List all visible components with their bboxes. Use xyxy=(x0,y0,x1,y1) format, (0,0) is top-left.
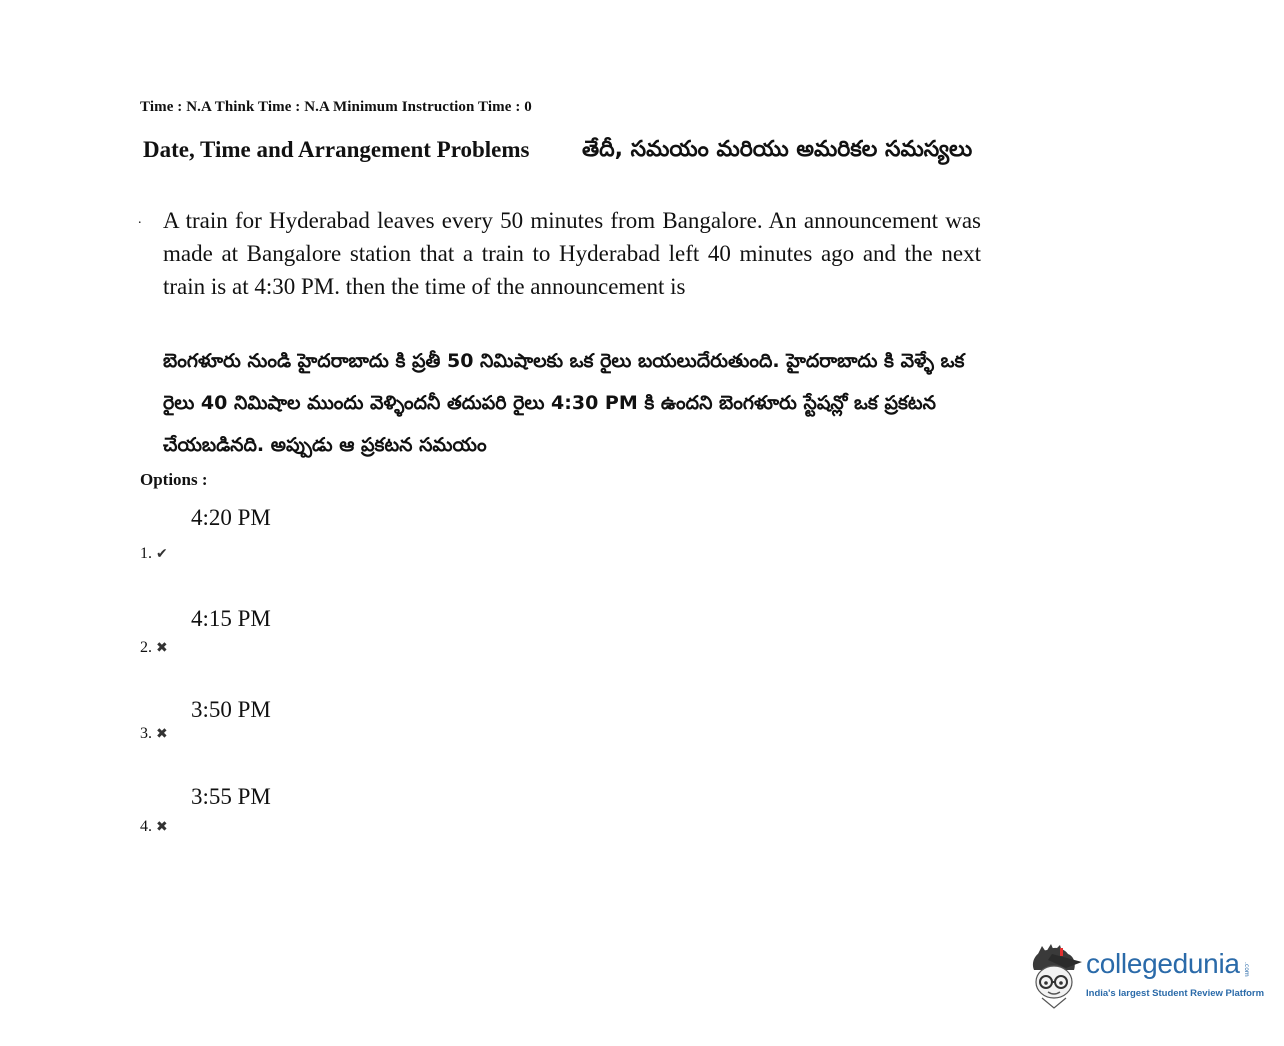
question-text-english: A train for Hyderabad leaves every 50 minutes from Bangalore. An announcement was made at Bangalore station that a train to Hyderabad left 40 minutes ago and the next train is at 4:30 PM. then the time of the announcement is xyxy=(163,208,981,299)
mascot-icon xyxy=(1024,942,1084,1010)
cross-icon: ✖ xyxy=(156,819,168,835)
option-2-number xyxy=(140,639,168,657)
option-3-text: 3:50 PM xyxy=(191,697,271,722)
question-bullet: . xyxy=(138,212,142,227)
option-3-number xyxy=(140,725,168,743)
logo-domain-suffix: .com xyxy=(1243,962,1250,977)
option-4-text: 3:55 PM xyxy=(191,784,271,809)
question-text-telugu: బెంగళూరు నుండి హైదరాబాదు కి ప్రతీ 50 నిమిషాలకు ఒక రైలు బయలుదేరుతుంది. హైదరాబాదు కి వెళ్ళే ఒక రైలు 40 నిమిషాల ముందు వెళ్ళిందనీ తదుపరి రైలు 4:30 PM కి ఉందని బెంగళూరు స్టేషన్లో ఒక ప్రకటన చేయబడినది. అప్పుడు ఆ ప్రకటన సమయం xyxy=(163,350,965,456)
section-title-telugu: తేదీ, సమయం మరియు అమరికల సమస్యలు xyxy=(582,137,973,162)
option-4-number xyxy=(140,818,168,836)
option-number-label: 1. xyxy=(140,545,152,562)
option-1-text: 4:20 PM xyxy=(191,505,271,530)
option-2-text: 4:15 PM xyxy=(191,606,271,631)
option-number-label: 3. xyxy=(140,725,152,742)
options-label: Options : xyxy=(140,470,208,489)
option-number-label: 2. xyxy=(140,639,152,656)
check-icon: ✔ xyxy=(156,546,168,562)
logo-tagline: India's largest Student Review Platform xyxy=(1086,988,1265,999)
cross-icon: ✖ xyxy=(156,640,168,656)
collegedunia-logo xyxy=(1024,942,1264,1012)
section-title-english: Date, Time and Arrangement Problems xyxy=(143,137,530,162)
logo-wordmark: collegedunia xyxy=(1086,948,1240,979)
exam-meta-line: Time : N.A Think Time : N.A Minimum Instruction Time : 0 xyxy=(140,99,532,115)
option-number-label: 4. xyxy=(140,818,152,835)
cross-icon: ✖ xyxy=(156,726,168,742)
option-1-number xyxy=(140,545,168,563)
